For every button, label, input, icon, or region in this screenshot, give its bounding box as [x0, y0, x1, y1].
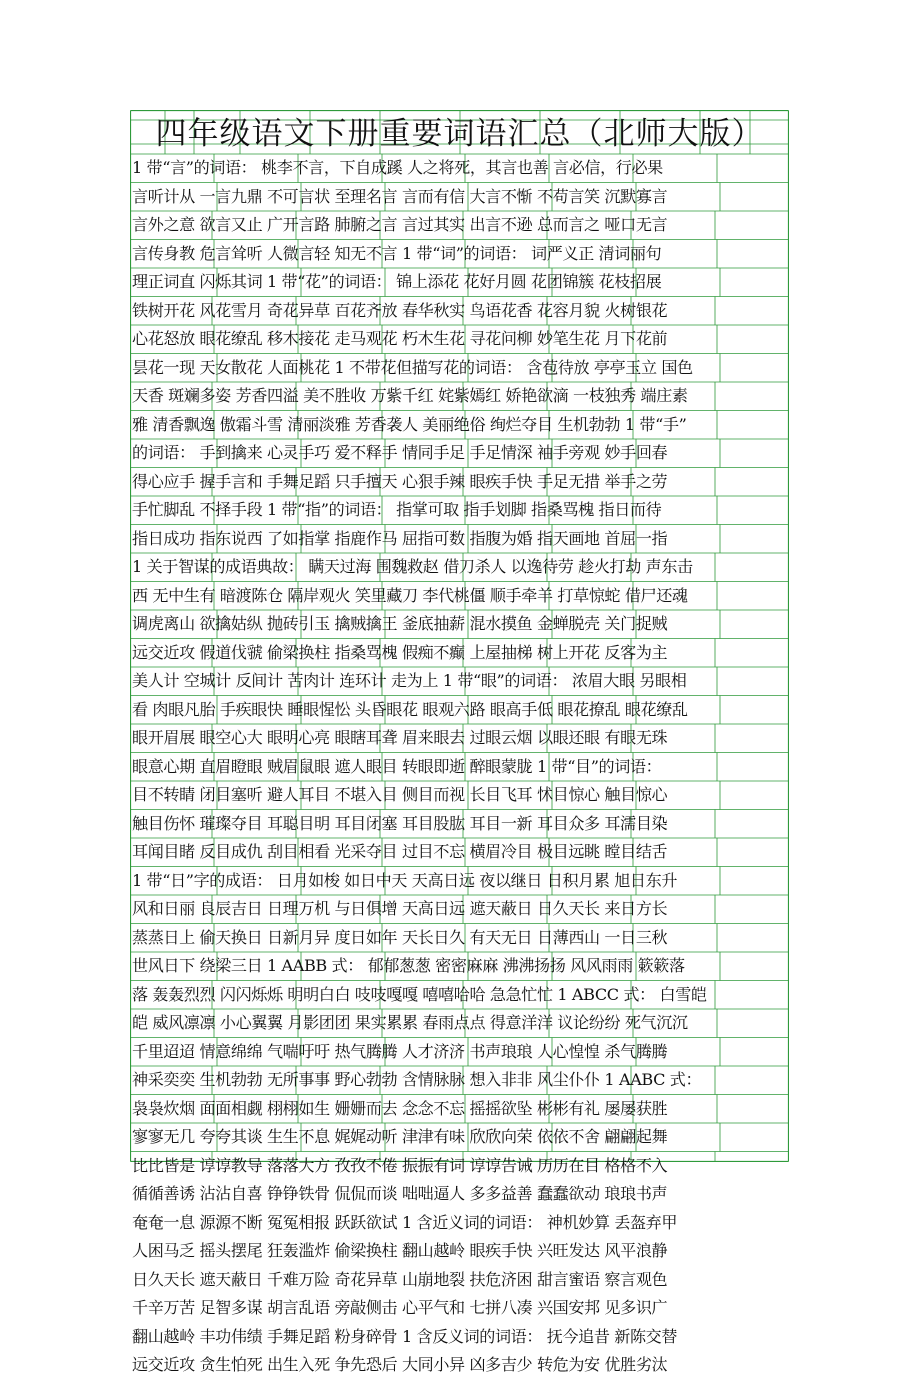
- text-line: 人困马乏 摇头摆尾 狂轰滥炸 偷梁换柱 翻山越岭 眼疾手快 兴旺发达 风平浪静: [132, 1241, 668, 1260]
- text-line: 日久天长 遮天蔽日 千难万险 奇花异草 山崩地裂 扶危济困 甜言蜜语 察言观色: [132, 1269, 668, 1289]
- text-line: 言外之意 欲言又止 广开言路 肺腑之言 言过其实 出言不逊 总而言之 哑口无言: [132, 215, 668, 234]
- text-line: 千里迢迢 情意绵绵 气喘吁吁 热气腾腾 人才济济 书声琅琅 人心惶惶 杀气腾腾: [132, 1041, 668, 1061]
- text-line: 比比皆是 谆谆教导 落落大方 孜孜不倦 振振有词 谆谆告诫 历历在目 格格不入: [132, 1155, 668, 1175]
- text-line: 寥寥无几 夸夸其谈 生生不息 娓娓动听 津津有味 欣欣向荣 依依不舍 翩翩起舞: [132, 1127, 668, 1146]
- text-line: 理正词直 闪烁其词 1 带“花”的词语： 锦上添花 花好月圆 花团锦簇 花枝招展: [132, 272, 662, 291]
- text-line: 昙花一现 天女散花 人面桃花 1 不带花但描写花的词语： 含苞待放 亭亭玉立 国色: [132, 357, 693, 377]
- text-line: 铁树开花 风花雪月 奇花异草 百花齐放 春华秋实 鸟语花香 花容月貌 火树银花: [132, 300, 668, 320]
- text-line: 看 肉眼凡胎 手疾眼快 睡眼惺忪 头昏眼花 眼观六路 眼高手低 眼花撩乱 眼花缭乱: [132, 699, 688, 719]
- text-line: 触目伤怀 璀璨夺目 耳聪目明 耳目闭塞 耳目股肱 耳目一新 耳目众多 耳濡目染: [132, 813, 668, 833]
- text-line: 雅 清香飘逸 傲霜斗雪 清丽淡雅 芳香袭人 美丽绝俗 绚烂夺目 生机勃勃 1 带“手”: [132, 414, 687, 434]
- text-line: 1 关于智谋的成语典故： 瞒天过海 围魏救赵 借刀杀人 以逸待劳 趁火打劫 声东击: [132, 557, 693, 576]
- text-line: 美人计 空城计 反间计 苦肉计 连环计 走为上 1 带“眼”的词语： 浓眉大眼 另眼相: [132, 671, 687, 690]
- text-line: 耳闻目睹 反目成仇 刮目相看 光采夺目 过目不忘 横眉冷目 极目远眺 瞠目结舌: [132, 842, 668, 861]
- text-line: 得心应手 握手言和 手舞足蹈 只手擅天 心狠手辣 眼疾手快 手足无措 举手之劳: [132, 471, 668, 491]
- text-line: 眼意心期 直眉瞪眼 贼眉鼠眼 遮人眼目 转眼即逝 醉眼蒙胧 1 带“目”的词语：: [132, 756, 662, 776]
- text-line: 言传身教 危言耸听 人微言轻 知无不言 1 带“词”的词语： 词严义正 清词丽句: [132, 243, 662, 263]
- text-line: 袅袅炊烟 面面相觑 栩栩如生 姗姗而去 念念不忘 摇摇欲坠 彬彬有礼 屡屡获胜: [132, 1098, 668, 1118]
- word-list: [132, 154, 789, 1380]
- text-line: 目不转睛 闭目塞听 避人耳目 不堪入目 侧目而视 长目飞耳 怵目惊心 触目惊心: [132, 785, 668, 804]
- text-line: 风和日丽 良辰吉日 日理万机 与日俱增 天高日远 遮天蔽日 日久天长 来日方长: [132, 899, 668, 918]
- text-line: 千辛万苦 足智多谋 胡言乱语 旁敲侧击 心平气和 七拼八凑 兴国安邦 见多识广: [132, 1298, 668, 1317]
- text-line: 1 带“日”字的成语： 日月如梭 如日中天 天高日远 夜以继日 日积月累 旭日东升: [132, 870, 678, 890]
- document-page: [130, 110, 789, 1374]
- text-line: 1 带“言”的词语： 桃李不言，下自成蹊 人之将死，其言也善 言必信，行必果: [132, 158, 663, 177]
- page-title: 四年级语文下册重要词语汇总（北师大版）: [155, 116, 764, 152]
- text-line: 神采奕奕 生机勃勃 无所事事 野心勃勃 含情脉脉 想入非非 风尘仆仆 1 AABC 式：: [132, 1070, 702, 1089]
- text-line: 皑 威风凛凛 小心翼翼 月影团团 果实累累 春雨点点 得意洋洋 议论纷纷 死气沉沉: [132, 1013, 688, 1032]
- text-line: 手忙脚乱 不择手段 1 带“指”的词语： 指掌可取 指手划脚 指桑骂槐 指日而待: [132, 500, 662, 519]
- text-line: 翻山越岭 丰功伟绩 手舞足蹈 粉身碎骨 1 含反义词的词语： 抚今追昔 新陈交替: [132, 1326, 678, 1346]
- text-line: 远交近攻 贪生怕死 出生入死 争先恐后 大同小异 凶多吉少 转危为安 优胜劣汰: [132, 1355, 668, 1374]
- text-line: 远交近攻 假道伐虢 偷梁换柱 指桑骂槐 假痴不癫 上屋抽梯 树上开花 反客为主: [132, 642, 668, 662]
- text-line: 心花怒放 眼花缭乱 移木接花 走马观花 朽木生花 寻花问柳 妙笔生花 月下花前: [132, 329, 668, 348]
- text-line: 西 无中生有 暗渡陈仓 隔岸观火 笑里藏刀 李代桃僵 顺手牵羊 打草惊蛇 借尸还魂: [132, 585, 688, 605]
- text-line: 蒸蒸日上 偷天换日 日新月异 度日如年 天长日久 有天无日 日薄西山 一日三秋: [132, 927, 668, 947]
- text-line: 的词语： 手到擒来 心灵手巧 爱不释手 情同手足 手足情深 袖手旁观 妙手回春: [132, 443, 668, 462]
- text-line: 奄奄一息 源源不断 冤冤相报 跃跃欲试 1 含近义词的词语： 神机妙算 丢盔弃甲: [132, 1212, 678, 1232]
- text-line: 眼开眉展 眼空心大 眼明心亮 眼瞎耳聋 眉来眼去 过眼云烟 以眼还眼 有眼无珠: [132, 728, 668, 747]
- text-line: 言听计从 一言九鼎 不可言状 至理名言 言而有信 大言不惭 不苟言笑 沉默寡言: [132, 186, 668, 206]
- text-line: 天香 斑斓多姿 芳香四溢 美不胜收 万紫千红 姹紫嫣红 娇艳欲滴 一枝独秀 端庄素: [132, 386, 688, 405]
- text-line: 世风日下 绕梁三日 1 AABB 式： 郁郁葱葱 密密麻麻 沸沸扬扬 风风雨雨 簌簌落: [132, 956, 685, 975]
- text-line: 指日成功 指东说西 了如指掌 指鹿作马 屈指可数 指腹为婚 指天画地 首屈一指: [132, 528, 668, 548]
- text-line: 循循善诱 沾沾自喜 铮铮铁骨 侃侃而谈 咄咄逼人 多多益善 蠢蠢欲动 琅琅书声: [132, 1184, 668, 1203]
- text-line: 调虎离山 欲擒姑纵 抛砖引玉 擒贼擒王 釜底抽薪 混水摸鱼 金蝉脱壳 关门捉贼: [132, 614, 668, 633]
- text-line: 落 轰轰烈烈 闪闪烁烁 明明白白 吱吱嘎嘎 嘻嘻哈哈 急急忙忙 1 ABCC 式： 白雪皑: [132, 984, 707, 1004]
